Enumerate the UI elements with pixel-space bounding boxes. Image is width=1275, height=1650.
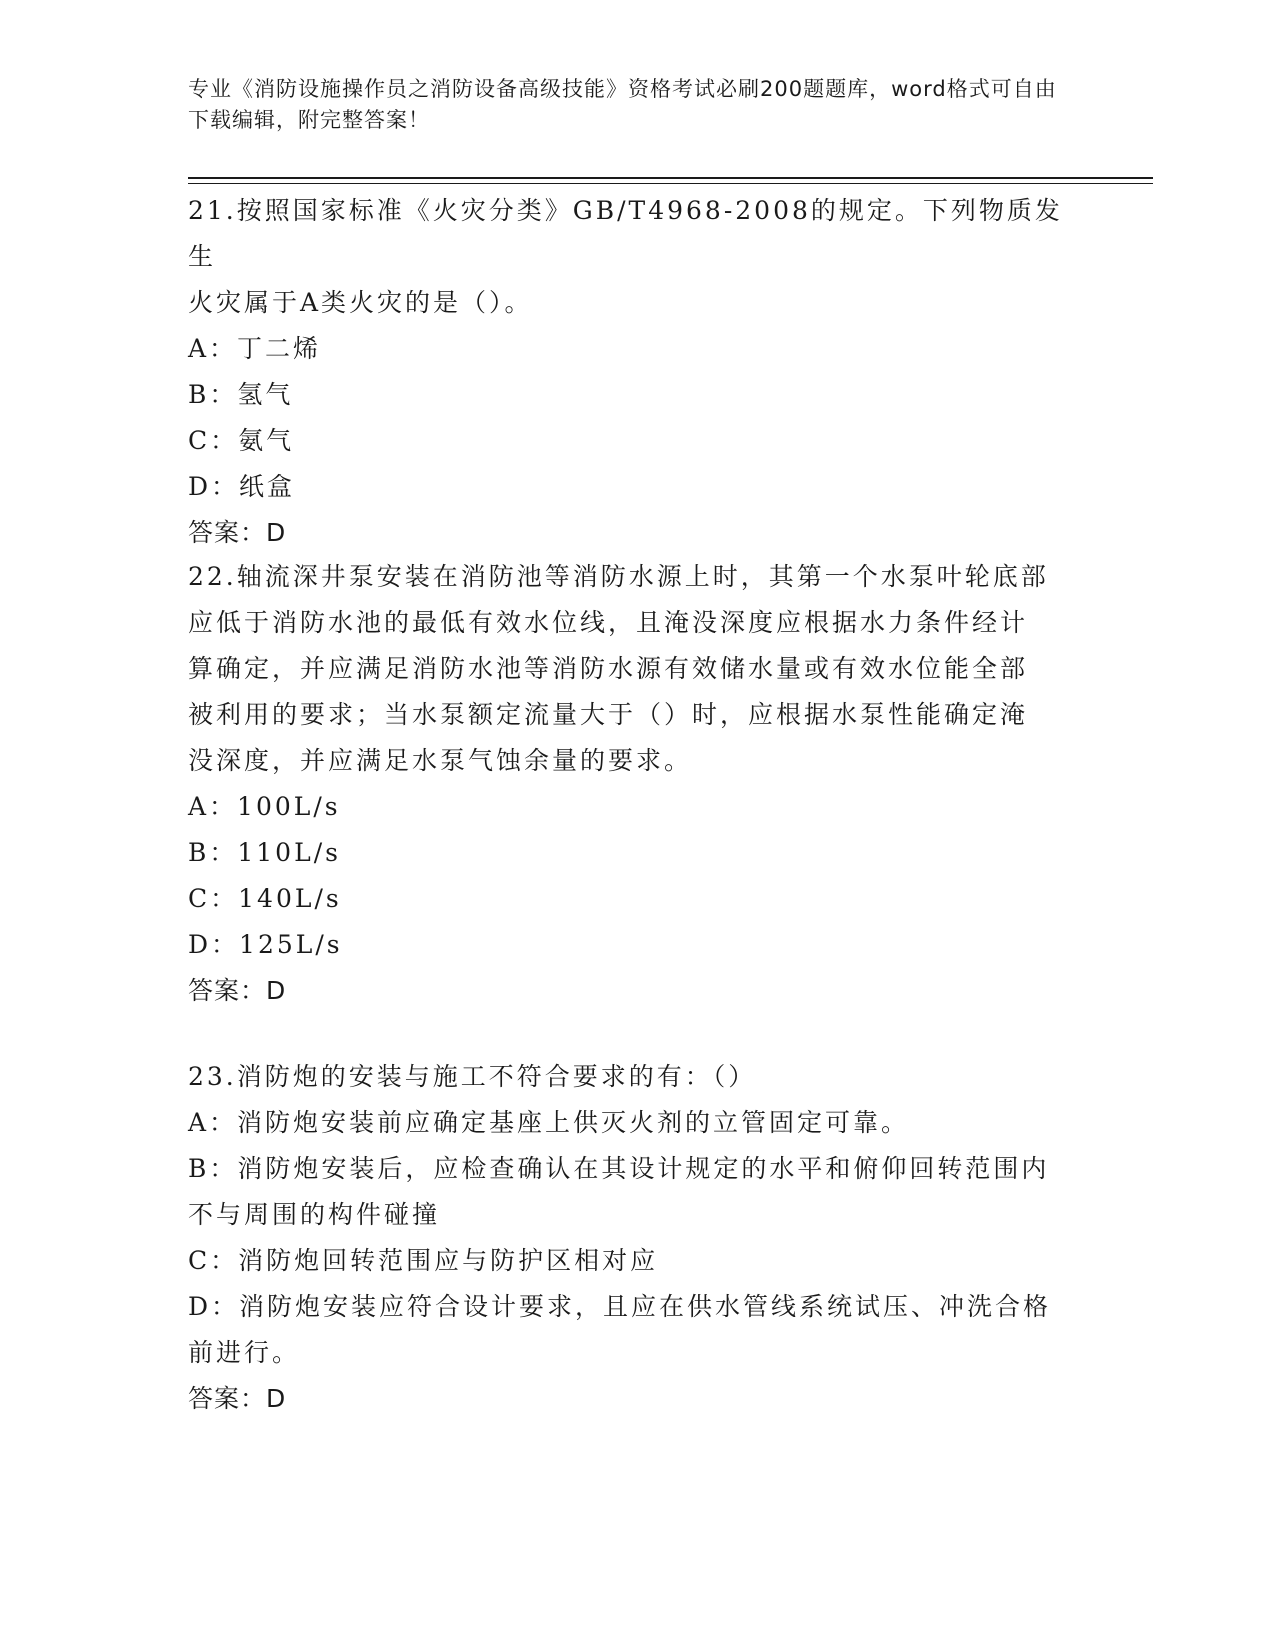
- answer-line: 答案：D: [188, 976, 287, 1005]
- option-a: A：丁二烯: [188, 334, 322, 363]
- question-stem-line: 应低于消防水池的最低有效水位线，且淹没深度应根据水力条件经计: [188, 608, 1029, 637]
- question-21: [188, 188, 1088, 556]
- header-rule-thick: [188, 177, 1153, 179]
- document-header: 专业《消防设施操作员之消防设备高级技能》资格考试必刷200题题库，word格式可自由下载编辑，附完整答案！: [188, 77, 1057, 132]
- header-rule-thin: [188, 183, 1153, 184]
- option-d-continued: 前进行。: [188, 1338, 301, 1367]
- option-c: C：140L/s: [188, 884, 342, 913]
- option-c: C：氨气: [188, 426, 295, 455]
- option-a: A：100L/s: [188, 792, 341, 821]
- question-stem-line: 22.轴流深井泵安装在消防池等消防水源上时，其第一个水泵叶轮底部: [188, 562, 1049, 591]
- option-b-continued: 不与周围的构件碰撞: [188, 1200, 441, 1229]
- option-d: D：消防炮安装应符合设计要求，且应在供水管线系统试压、冲洗合格: [188, 1292, 1052, 1321]
- question-22: [188, 554, 1088, 1014]
- option-b: B：消防炮安装后，应检查确认在其设计规定的水平和俯仰回转范围内: [188, 1154, 1050, 1183]
- option-c: C：消防炮回转范围应与防护区相对应: [188, 1246, 659, 1275]
- question-stem-line: 算确定，并应满足消防水池等消防水源有效储水量或有效水位能全部: [188, 654, 1029, 683]
- question-23: [188, 1054, 1088, 1422]
- option-b: B：氢气: [188, 380, 294, 409]
- question-stem-line: 火灾属于A类火灾的是（）。: [188, 288, 533, 317]
- option-b: B：110L/s: [188, 838, 341, 867]
- question-stem-line: 被利用的要求；当水泵额定流量大于（）时，应根据水泵性能确定淹: [188, 700, 1029, 729]
- question-stem-line: 21.按照国家标准《火灾分类》GB/T4968-2008的规定。下列物质发生: [188, 196, 1063, 271]
- answer-line: 答案：D: [188, 518, 287, 547]
- option-d: D：纸盒: [188, 472, 296, 501]
- option-a: A：消防炮安装前应确定基座上供灭火剂的立管固定可靠。: [188, 1108, 910, 1137]
- option-d: D：125L/s: [188, 930, 343, 959]
- question-stem-line: 没深度，并应满足水泵气蚀余量的要求。: [188, 746, 693, 775]
- question-stem-line: 23.消防炮的安装与施工不符合要求的有：（）: [188, 1062, 757, 1091]
- answer-line: 答案：D: [188, 1384, 287, 1413]
